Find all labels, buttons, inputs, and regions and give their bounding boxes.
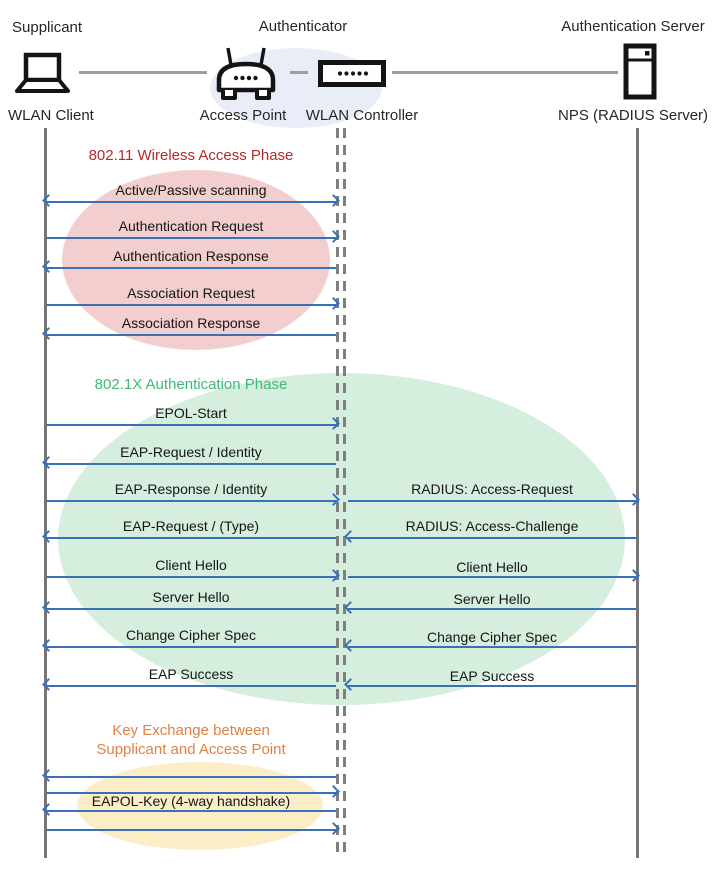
message-arrow xyxy=(46,608,336,610)
phase3-title-line2: Supplicant and Access Point xyxy=(96,741,286,758)
message-arrow xyxy=(46,685,336,687)
message-label: Authentication Request xyxy=(118,218,264,234)
message-label: EAP Success xyxy=(449,668,535,684)
message-label: EAP-Request / Identity xyxy=(120,444,262,460)
wlan-controller-icon xyxy=(318,60,386,87)
wlan-controller-lifeline-dash-2 xyxy=(343,128,346,852)
nps-lifeline xyxy=(636,128,639,858)
laptop-icon xyxy=(10,52,76,95)
message-label: EAP-Request / (Type) xyxy=(122,518,260,534)
message-arrow xyxy=(46,537,336,539)
access-point-label: Access Point xyxy=(199,107,287,124)
message-label: Client Hello xyxy=(456,559,528,575)
phase1-title: 802.11 Wireless Access Phase xyxy=(88,147,294,164)
message-arrow xyxy=(46,646,336,648)
message-label: Server Hello xyxy=(152,589,230,605)
message-arrow xyxy=(46,237,336,239)
message-arrow xyxy=(348,646,636,648)
message-arrow xyxy=(348,537,636,539)
message-label: Change Cipher Spec xyxy=(427,629,557,645)
wlan-controller-label: WLAN Controller xyxy=(305,107,419,124)
connector-line xyxy=(79,71,207,74)
message-label: Server Hello xyxy=(453,591,531,607)
message-arrow xyxy=(46,334,336,336)
authenticator-role-label: Authenticator xyxy=(258,18,348,35)
server-icon xyxy=(623,43,657,100)
message-label: Change Cipher Spec xyxy=(126,627,256,643)
auth-server-role-label: Authentication Server xyxy=(561,18,705,35)
message-label: EPOL-Start xyxy=(155,405,227,421)
message-label: RADIUS: Access-Request xyxy=(411,481,573,497)
message-arrow xyxy=(348,685,636,687)
connector-dash xyxy=(290,71,308,74)
message-label: Active/Passive scanning xyxy=(115,182,267,198)
supplicant-role-label: Supplicant xyxy=(12,19,83,36)
message-label: Client Hello xyxy=(155,557,227,573)
phase2-ellipse xyxy=(58,373,625,705)
message-label: Authentication Response xyxy=(113,248,269,264)
wlan-client-label: WLAN Client xyxy=(8,107,94,124)
phase3-title-line1: Key Exchange between xyxy=(112,722,270,739)
message-arrow xyxy=(46,576,336,578)
message-arrow xyxy=(46,201,336,203)
connector-line xyxy=(392,71,618,74)
message-arrow xyxy=(46,829,336,831)
message-arrow xyxy=(46,424,336,426)
message-arrow xyxy=(46,463,336,465)
message-arrow xyxy=(46,776,336,778)
message-label: EAP-Response / Identity xyxy=(114,481,268,497)
message-arrow xyxy=(46,304,336,306)
message-label: EAP Success xyxy=(148,666,234,682)
message-label: RADIUS: Access-Challenge xyxy=(405,518,579,534)
message-arrow xyxy=(348,500,636,502)
message-label: Association Request xyxy=(127,285,255,301)
message-arrow xyxy=(46,500,336,502)
phase2-title: 802.1X Authentication Phase xyxy=(94,376,288,393)
nps-label: NPS (RADIUS Server) xyxy=(558,107,709,124)
access-point-icon xyxy=(211,44,281,106)
message-arrow xyxy=(46,267,336,269)
message-arrow xyxy=(348,576,636,578)
message-arrow xyxy=(348,608,636,610)
message-label: Association Response xyxy=(121,315,261,331)
message-label: EAPOL-Key (4-way handshake) xyxy=(91,793,291,809)
message-arrow xyxy=(46,810,336,812)
